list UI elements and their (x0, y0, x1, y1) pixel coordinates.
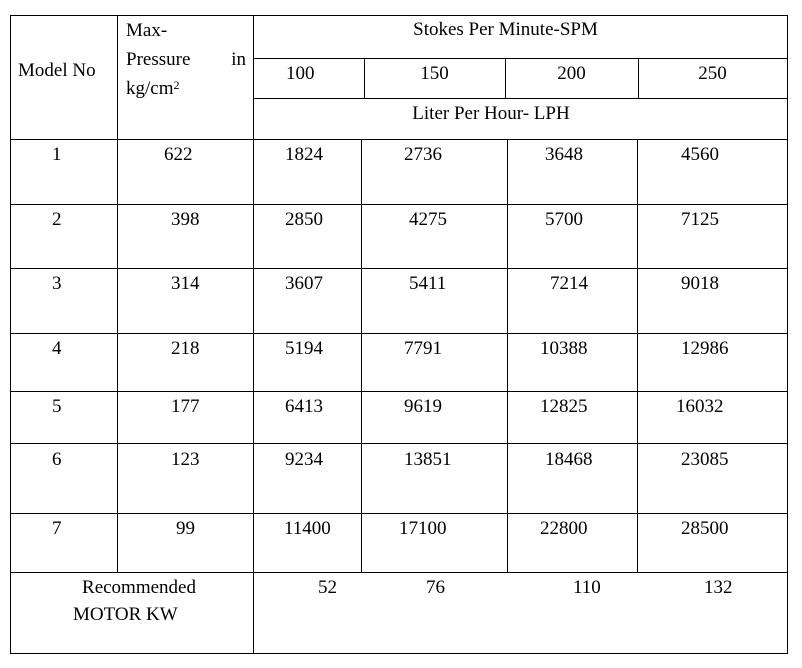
lph-cell: 6413 (285, 396, 323, 417)
pressure-cell: 314 (171, 273, 200, 294)
lph-cell: 23085 (681, 449, 729, 470)
lph-cell: 5411 (409, 273, 447, 294)
lph-cell: 12986 (681, 338, 729, 359)
lph-cell: 7125 (681, 209, 719, 230)
lph-cell: 3648 (545, 144, 583, 165)
rule-bottom (10, 653, 788, 654)
model-cell: 3 (52, 273, 62, 294)
pressure-cell: 218 (171, 338, 200, 359)
header-spm-150: 150 (420, 63, 449, 84)
pressure-cell: 99 (176, 518, 195, 539)
max-pressure-line-2a: Pressure (126, 49, 191, 70)
lph-cell: 7791 (404, 338, 442, 359)
lph-cell: 9619 (404, 396, 442, 417)
lph-cell: 28500 (681, 518, 729, 539)
max-pressure-line-2b: in (231, 49, 246, 70)
header-lph-title: Liter Per Hour- LPH (412, 103, 570, 124)
header-spm-100: 100 (286, 63, 315, 84)
lph-cell: 5194 (285, 338, 323, 359)
max-pressure-unit-exponent: 2 (173, 78, 180, 92)
rule-row-4-bottom (10, 391, 788, 392)
rule-header-bottom (10, 139, 788, 140)
motor-kw-label-line-1: Recommended (82, 577, 196, 598)
rule-left (10, 15, 11, 654)
lph-cell: 4560 (681, 144, 719, 165)
model-cell: 6 (52, 449, 62, 470)
rule-row-2-bottom (10, 268, 788, 269)
model-cell: 2 (52, 209, 62, 230)
lph-cell: 4275 (409, 209, 447, 230)
header-model-no: Model No (18, 60, 96, 81)
rule-row-6-bottom (10, 513, 788, 514)
header-spm-200: 200 (557, 63, 586, 84)
model-cell: 5 (52, 396, 62, 417)
motor-kw-cell: 52 (318, 577, 337, 598)
lph-cell: 9018 (681, 273, 719, 294)
motor-kw-cell: 110 (573, 577, 601, 598)
rule-row-7-bottom (10, 572, 788, 573)
model-cell: 7 (52, 518, 62, 539)
lph-cell: 7214 (550, 273, 588, 294)
rule-lph-sep-3 (637, 139, 638, 573)
rule-model-col (117, 15, 118, 573)
pressure-cell: 177 (171, 396, 200, 417)
lph-cell: 18468 (545, 449, 593, 470)
lph-cell: 11400 (284, 518, 331, 539)
rule-lph-sep-2 (507, 139, 508, 573)
motor-kw-cell: 132 (704, 577, 733, 598)
lph-cell: 16032 (676, 396, 724, 417)
lph-cell: 17100 (399, 518, 447, 539)
rule-row-3-bottom (10, 333, 788, 334)
lph-cell: 3607 (285, 273, 323, 294)
pressure-cell: 123 (171, 449, 200, 470)
header-max-pressure (126, 16, 246, 103)
max-pressure-unit-base: kg/cm (126, 78, 174, 99)
lph-cell: 1824 (285, 144, 323, 165)
rule-row-1-bottom (10, 204, 788, 205)
lph-cell: 2850 (285, 209, 323, 230)
header-spm-title: Stokes Per Minute-SPM (413, 19, 598, 40)
lph-cell: 10388 (540, 338, 588, 359)
max-pressure-line-1: Max- (126, 20, 168, 41)
lph-cell: 2736 (404, 144, 442, 165)
rule-right (787, 15, 788, 654)
model-cell: 4 (52, 338, 62, 359)
model-cell: 1 (52, 144, 62, 165)
rule-lph-sep-1 (361, 139, 362, 573)
header-spm-250: 250 (698, 63, 727, 84)
rule-lph-title-top (253, 98, 788, 99)
lph-cell: 9234 (285, 449, 323, 470)
pressure-cell: 398 (171, 209, 200, 230)
max-pressure-unit (126, 74, 180, 103)
rule-row-5-bottom (10, 443, 788, 444)
lph-cell: 5700 (545, 209, 583, 230)
lph-cell: 13851 (404, 449, 452, 470)
motor-kw-cell: 76 (426, 577, 445, 598)
lph-cell: 22800 (540, 518, 588, 539)
lph-cell: 12825 (540, 396, 588, 417)
pressure-cell: 622 (164, 144, 193, 165)
rule-spm-values-top (253, 58, 788, 59)
motor-kw-label-line-2: MOTOR KW (73, 604, 178, 625)
